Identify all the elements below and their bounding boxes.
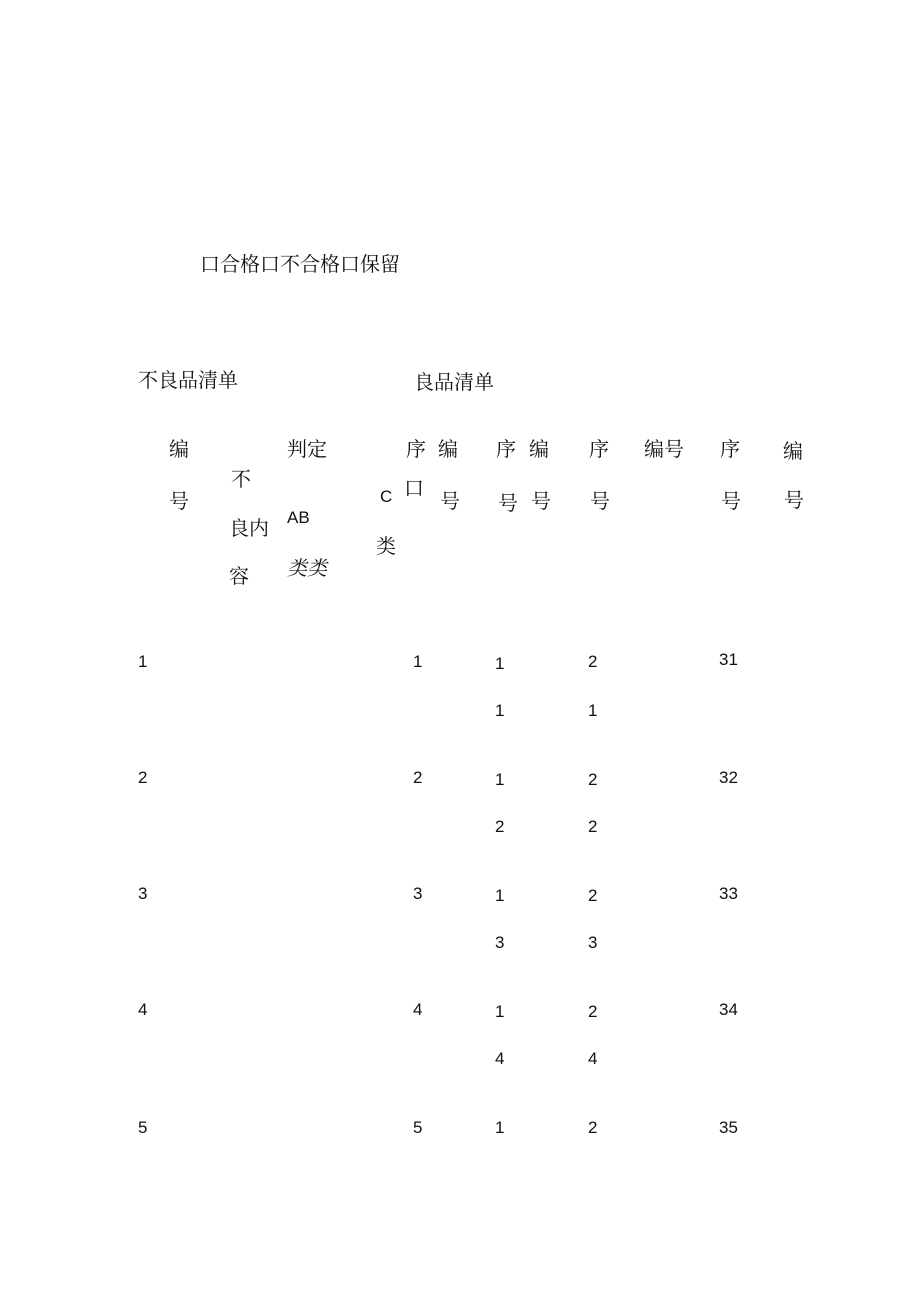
header-num-3-top: 编 [529, 437, 549, 461]
header-num-3-bottom: 号 [531, 489, 551, 513]
header-c-class: 类 [376, 534, 396, 558]
row-cell: 1 [495, 1118, 505, 1137]
header-number-bottom: 号 [169, 489, 189, 513]
header-seq-1-top: 序 [406, 437, 426, 461]
row-cell: 2 [588, 886, 598, 905]
row-cell: 4 [138, 1000, 148, 1019]
header-c: C [380, 487, 393, 506]
row-cell: 1 [495, 654, 505, 673]
row-cell: 2 [588, 817, 598, 836]
row-cell: 32 [719, 768, 738, 787]
row-cell: 1 [495, 701, 505, 720]
row-cell: 2 [588, 770, 598, 789]
row-cell: 2 [413, 768, 423, 787]
row-cell: 3 [138, 884, 148, 903]
header-ab-class: 类类 [287, 556, 327, 580]
header-seq-4-bottom: 号 [721, 489, 741, 513]
row-cell: 2 [588, 652, 598, 671]
header-seq-3-bottom: 号 [590, 489, 610, 513]
header-num-5-bottom: 号 [784, 488, 804, 512]
header-judgement: 判定 [287, 437, 327, 461]
row-cell: 2 [138, 768, 148, 787]
row-cell: 33 [719, 884, 738, 903]
status-line: 口合格口不合格口保留 [200, 252, 400, 276]
row-cell: 1 [495, 1002, 505, 1021]
header-defect-content-3: 容 [229, 564, 249, 588]
row-cell: 1 [495, 770, 505, 789]
row-cell: 4 [588, 1049, 598, 1068]
row-cell: 1 [588, 701, 598, 720]
row-cell: 2 [495, 817, 505, 836]
header-seq-4-top: 序 [720, 437, 740, 461]
row-cell: 4 [413, 1000, 423, 1019]
header-num-2-bottom: 号 [440, 489, 460, 513]
row-cell: 31 [719, 650, 738, 669]
header-defect-content-1: 不 [231, 467, 251, 491]
row-cell: 3 [413, 884, 423, 903]
row-cell: 3 [588, 933, 598, 952]
row-cell: 2 [588, 1118, 598, 1137]
row-cell: 34 [719, 1000, 738, 1019]
header-seq-1-bottom: 口 [404, 476, 424, 500]
row-cell: 35 [719, 1118, 738, 1137]
row-cell: 5 [138, 1118, 148, 1137]
row-cell: 3 [495, 933, 505, 952]
row-cell: 2 [588, 1002, 598, 1021]
defective-list-title: 不良品清单 [138, 368, 238, 392]
header-num-5-top: 编 [783, 439, 803, 463]
header-seq-2-bottom: 号 [498, 491, 518, 515]
row-cell: 1 [138, 652, 148, 671]
header-seq-2-top: 序 [496, 437, 516, 461]
row-cell: 5 [413, 1118, 423, 1137]
header-num-2-top: 编 [438, 437, 458, 461]
row-cell: 1 [495, 886, 505, 905]
header-seq-3-top: 序 [589, 437, 609, 461]
good-list-title: 良品清单 [414, 370, 494, 394]
row-cell: 4 [495, 1049, 505, 1068]
header-defect-content-2: 良内 [229, 516, 269, 540]
header-num-4: 编号 [644, 437, 684, 461]
header-number-top: 编 [169, 437, 189, 461]
row-cell: 1 [413, 652, 423, 671]
header-ab: AB [287, 508, 310, 527]
